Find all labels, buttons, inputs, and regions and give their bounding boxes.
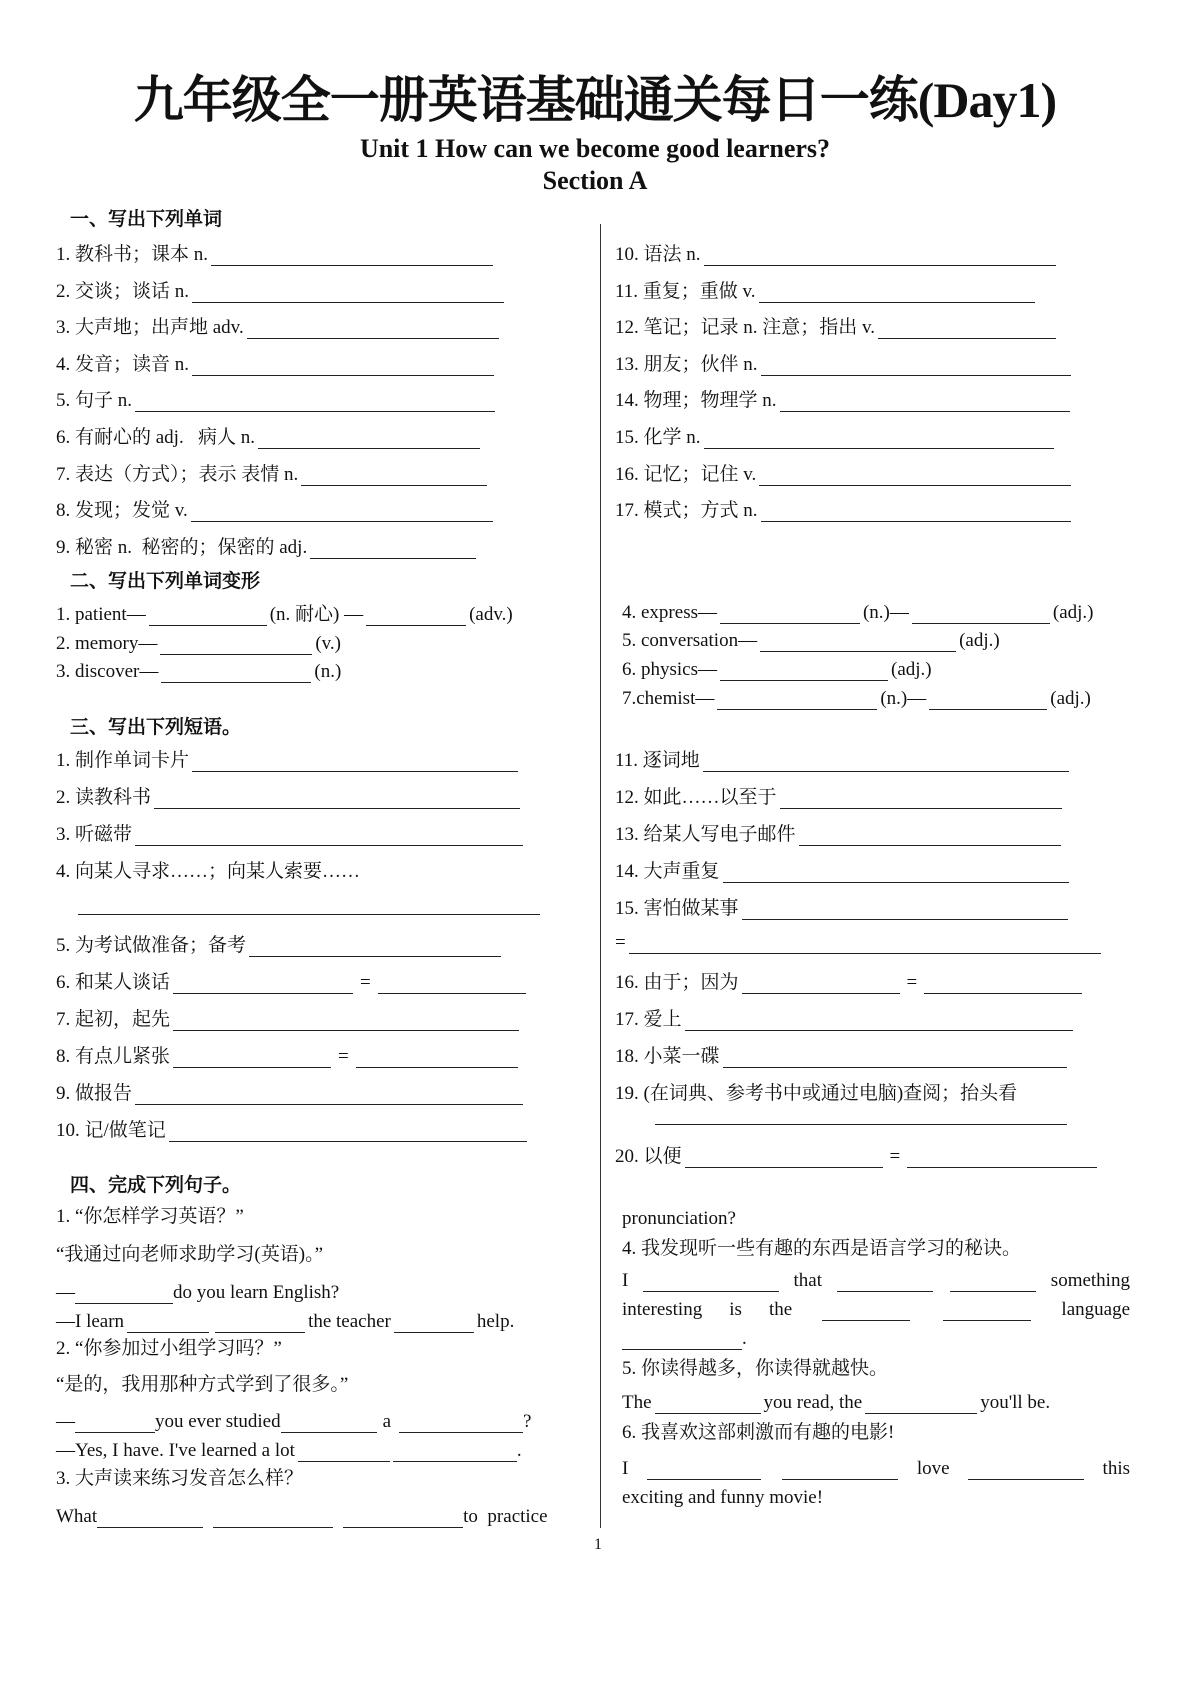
text: I <box>622 1270 629 1291</box>
answer-blank[interactable] <box>394 1310 474 1333</box>
answer-blank[interactable] <box>247 316 499 339</box>
text: —I learn <box>56 1311 125 1332</box>
part2-item-1 <box>56 598 513 626</box>
part3-item-4 <box>56 855 360 883</box>
text: this <box>1102 1458 1130 1479</box>
item-label: 16. 记忆；记住 v. <box>615 463 757 485</box>
text: . <box>742 1328 747 1349</box>
text: 5. 你读得越多，你读得就越快。 <box>622 1358 889 1379</box>
answer-blank[interactable] <box>301 463 487 486</box>
answer-blank[interactable] <box>310 536 476 559</box>
equals-sign: = <box>360 972 371 993</box>
item-label: 20. 以便 <box>615 1146 682 1167</box>
q5-chinese <box>622 1352 888 1380</box>
answer-blank[interactable] <box>759 463 1071 486</box>
part2-item-4 <box>622 596 1094 624</box>
title-chinese: 九年级全一册英语基础通关每日一练 <box>133 71 918 129</box>
part3-item-8 <box>56 1040 521 1068</box>
part3-item-16 <box>615 966 1085 994</box>
answer-blank[interactable] <box>78 914 540 915</box>
part3-item-9 <box>56 1077 526 1105</box>
item-label: 13. 朋友；伙伴 n. <box>615 353 758 375</box>
text: help. <box>476 1311 515 1332</box>
answer-blank[interactable] <box>720 658 888 681</box>
item-label: 12. 如此……以至于 <box>615 787 777 808</box>
part3-item-15 <box>615 892 1071 920</box>
text: love <box>916 1458 950 1479</box>
item-label: 8. 发现；发觉 v. <box>56 500 188 522</box>
text: The <box>622 1392 652 1413</box>
answer-blank[interactable] <box>723 860 1069 883</box>
answer-blank[interactable] <box>655 1124 1067 1125</box>
answer-blank[interactable] <box>717 687 877 710</box>
item-label: 5. 为考试做准备；备考 <box>56 935 247 956</box>
q1-chinese-answer <box>56 1238 323 1266</box>
text: you read, the <box>763 1392 863 1413</box>
answer-blank[interactable] <box>759 280 1035 303</box>
text: is <box>729 1299 742 1320</box>
answer-blank[interactable] <box>281 1410 377 1433</box>
text: the teacher <box>308 1311 391 1332</box>
q2-chinese-question <box>56 1332 282 1360</box>
text: you ever studied <box>155 1411 281 1432</box>
part1-item-3 <box>56 311 502 339</box>
answer-blank[interactable] <box>647 1457 761 1480</box>
item-label: 10. 语法 n. <box>615 244 701 265</box>
answer-blank[interactable] <box>780 786 1062 809</box>
hint: (v.) <box>315 633 341 654</box>
answer-blank[interactable] <box>298 1439 390 1462</box>
q4-line3 <box>622 1322 747 1350</box>
text: What <box>56 1506 98 1527</box>
hint: (adj.) <box>1052 602 1094 623</box>
q6-line1 <box>622 1452 1130 1480</box>
text: interesting <box>622 1299 703 1320</box>
part1-item-12 <box>615 311 1059 339</box>
answer-blank[interactable] <box>643 1269 779 1292</box>
answer-blank[interactable] <box>782 1457 898 1480</box>
q1-chinese-question <box>56 1200 244 1228</box>
item-label: 16. 由于；因为 <box>615 972 739 993</box>
answer-blank[interactable] <box>161 660 311 683</box>
part3-item-19 <box>615 1077 1017 1105</box>
part4-heading: 四、完成下列句子。 <box>70 1174 242 1196</box>
item-label: 7. 表达（方式）；表示 表情 n. <box>56 463 299 485</box>
unit-title: Unit 1 How can we become good learners? <box>359 134 831 163</box>
answer-blank[interactable] <box>761 353 1071 376</box>
answer-blank[interactable] <box>213 1505 333 1528</box>
item-label: = <box>615 932 626 953</box>
answer-blank[interactable] <box>366 603 466 626</box>
q3-line1 <box>56 1500 548 1528</box>
page-title <box>0 60 1190 132</box>
answer-blank[interactable] <box>173 1008 519 1031</box>
item-label: 1. 制作单词卡片 <box>56 750 190 771</box>
text: do you learn English? <box>173 1282 340 1303</box>
section-title: Section A <box>542 166 648 195</box>
answer-blank[interactable] <box>837 1269 933 1292</box>
answer-blank[interactable] <box>622 1327 742 1350</box>
answer-blank[interactable] <box>704 426 1054 449</box>
answer-blank[interactable] <box>399 1410 523 1433</box>
item-label: 15. 害怕做某事 <box>615 898 739 919</box>
q6-line2 <box>622 1481 823 1509</box>
answer-blank[interactable] <box>160 632 312 655</box>
item-label: 3. 大声地；出声地 adv. <box>56 317 244 339</box>
text: you'll be. <box>980 1392 1051 1413</box>
text: pronunciation? <box>622 1208 736 1229</box>
answer-blank[interactable] <box>215 1310 305 1333</box>
answer-blank[interactable] <box>723 1045 1067 1068</box>
item-label: 8. 有点儿紧张 <box>56 1046 171 1067</box>
column-divider <box>600 224 601 1528</box>
word: 4. express— <box>622 602 717 623</box>
q4-line2 <box>622 1293 1130 1321</box>
text: — <box>56 1282 75 1303</box>
answer-blank[interactable] <box>950 1269 1036 1292</box>
hint: (adj.) <box>959 630 1000 651</box>
answer-blank[interactable] <box>378 971 526 994</box>
part1-item-15 <box>615 421 1057 449</box>
answer-blank[interactable] <box>192 280 504 303</box>
answer-blank[interactable] <box>191 499 493 522</box>
answer-blank[interactable] <box>822 1298 910 1321</box>
item-label: 9. 做报告 <box>56 1083 133 1104</box>
text: ? <box>523 1411 532 1432</box>
part1-item-11 <box>615 275 1038 303</box>
answer-blank[interactable] <box>865 1391 977 1414</box>
q2-line1 <box>56 1405 531 1433</box>
text: the <box>769 1299 793 1320</box>
answer-blank[interactable] <box>135 1082 523 1105</box>
answer-blank[interactable] <box>742 897 1068 920</box>
part3-item-1 <box>56 744 521 772</box>
text: 3. 大声读来练习发音怎么样？ <box>56 1468 304 1489</box>
part3-item-5 <box>56 929 504 957</box>
text: language <box>1061 1299 1130 1320</box>
answer-blank[interactable] <box>685 1145 883 1168</box>
part1-item-1 <box>56 238 496 266</box>
part1-item-7 <box>56 458 490 486</box>
item-label: 10. 记/做笔记 <box>56 1120 166 1141</box>
answer-blank[interactable] <box>685 1008 1073 1031</box>
part2-item-7 <box>622 682 1091 710</box>
q5-line1 <box>622 1386 1050 1414</box>
text: a <box>382 1411 392 1432</box>
answer-blank[interactable] <box>780 389 1070 412</box>
answer-blank[interactable] <box>258 426 480 449</box>
q3-continuation <box>622 1202 736 1230</box>
answer-blank[interactable] <box>97 1505 203 1528</box>
answer-blank[interactable] <box>393 1439 517 1462</box>
hint: (n.)— <box>880 688 927 709</box>
item-label: 6. 和某人谈话 <box>56 972 171 993</box>
text: to practice <box>463 1506 548 1527</box>
q2-chinese-answer <box>56 1368 348 1396</box>
part2-item-6 <box>622 653 932 681</box>
title-day: (Day1) <box>917 72 1057 128</box>
part2-heading: 二、写出下列单词变形 <box>70 570 261 592</box>
part3-item-17 <box>615 1003 1076 1031</box>
q3-chinese <box>56 1462 303 1490</box>
answer-blank[interactable] <box>173 971 353 994</box>
q2-line2 <box>56 1434 522 1462</box>
answer-blank[interactable] <box>912 601 1050 624</box>
part1-item-14 <box>615 384 1073 412</box>
text: exciting and funny movie! <box>622 1487 824 1508</box>
hint: (adv.) <box>469 604 513 625</box>
answer-blank[interactable] <box>720 601 860 624</box>
part1-item-5 <box>56 384 498 412</box>
answer-blank[interactable] <box>943 1298 1031 1321</box>
answer-blank[interactable] <box>929 687 1047 710</box>
answer-blank[interactable] <box>192 353 494 376</box>
item-label: 7. 起初，起先 <box>56 1009 171 1030</box>
answer-blank[interactable] <box>760 629 956 652</box>
item-label: 13. 给某人写电子邮件 <box>615 824 796 845</box>
answer-blank[interactable] <box>154 786 520 809</box>
answer-blank[interactable] <box>75 1410 155 1433</box>
text: 2. “你参加过小组学习吗？” <box>56 1338 282 1359</box>
answer-blank[interactable] <box>169 1119 527 1142</box>
equals-sign: = <box>338 1046 349 1067</box>
answer-blank[interactable] <box>629 931 1101 954</box>
part1-item-2 <box>56 275 507 303</box>
part3-item-10 <box>56 1114 530 1142</box>
item-label: 4. 向某人寻求……；向某人索要…… <box>56 861 361 882</box>
item-label: 14. 大声重复 <box>615 861 720 882</box>
item-label: 6. 有耐心的 adj. 病人 n. <box>56 427 255 448</box>
text: “我通过向老师求助学习(英语)。” <box>56 1244 324 1265</box>
item-label: 9. 秘密 n. 秘密的；保密的 adj. <box>56 536 308 558</box>
answer-blank[interactable] <box>878 316 1056 339</box>
answer-blank[interactable] <box>703 749 1069 772</box>
item-label: 2. 交谈；谈话 n. <box>56 280 190 302</box>
q4-chinese <box>622 1232 1021 1260</box>
equals-sign: = <box>889 1146 901 1167</box>
answer-blank[interactable] <box>742 971 900 994</box>
q1-line1 <box>56 1276 339 1304</box>
item-label: 12. 笔记；记录 n. 注意；指出 v. <box>615 317 876 339</box>
equals-sign: = <box>906 972 918 993</box>
part3-item-18 <box>615 1040 1070 1068</box>
text: 4. 我发现听一些有趣的东西是语言学习的秘诀。 <box>622 1238 1022 1259</box>
item-label: 18. 小菜一碟 <box>615 1046 720 1067</box>
answer-blank[interactable] <box>149 603 267 626</box>
item-label: 17. 爱上 <box>615 1009 682 1030</box>
part3-heading: 三、写出下列短语。 <box>70 716 242 738</box>
answer-blank[interactable] <box>968 1457 1084 1480</box>
answer-blank[interactable] <box>211 243 493 266</box>
text: —Yes, I have. I've learned a lot <box>56 1440 295 1461</box>
answer-blank[interactable] <box>704 243 1056 266</box>
part3-item-6 <box>56 966 529 994</box>
answer-blank[interactable] <box>135 389 495 412</box>
item-label: 17. 模式；方式 n. <box>615 500 758 522</box>
word: 6. physics— <box>622 659 717 680</box>
hint: (n.) <box>314 661 342 682</box>
part2-item-5 <box>622 624 1000 652</box>
part1-item-16 <box>615 458 1074 486</box>
part3-item-3 <box>56 818 526 846</box>
word: 2. memory— <box>56 633 158 654</box>
part1-item-4 <box>56 348 497 376</box>
text: I <box>622 1458 629 1479</box>
part3-item-2 <box>56 781 523 809</box>
hint: (n. 耐心) — <box>269 604 364 625</box>
q6-chinese <box>622 1416 894 1444</box>
part1-item-8 <box>56 494 496 522</box>
answer-blank[interactable] <box>173 1045 331 1068</box>
answer-blank[interactable] <box>249 934 501 957</box>
part3-item-15-equals-line <box>615 926 1104 954</box>
item-label: 11. 逐词地 <box>615 750 700 771</box>
text: . <box>516 1440 522 1461</box>
part1-item-13 <box>615 348 1074 376</box>
text: 1. “你怎样学习英语？” <box>56 1206 244 1227</box>
word: 1. patient— <box>56 604 146 625</box>
answer-blank[interactable] <box>761 499 1071 522</box>
item-label: 5. 句子 n. <box>56 390 133 412</box>
part3-item-14 <box>615 855 1072 883</box>
part3-item-7 <box>56 1003 522 1031</box>
part2-item-3 <box>56 655 341 683</box>
part3-item-13 <box>615 818 1064 846</box>
part2-item-2 <box>56 627 341 655</box>
part1-item-10 <box>615 238 1059 266</box>
word: 3. discover— <box>56 661 159 682</box>
answer-blank[interactable] <box>135 823 523 846</box>
part3-item-12 <box>615 781 1065 809</box>
item-label: 14. 物理；物理学 n. <box>615 390 777 412</box>
answer-blank[interactable] <box>907 1145 1097 1168</box>
q1-line2 <box>56 1305 514 1333</box>
answer-blank[interactable] <box>655 1391 761 1414</box>
part3-item-20 <box>615 1140 1100 1168</box>
hint: (n.)— <box>862 602 909 623</box>
answer-blank[interactable] <box>75 1281 173 1304</box>
word: 7.chemist— <box>622 688 715 709</box>
text: 6. 我喜欢这部刺激而有趣的电影! <box>622 1422 895 1443</box>
text: “是的，我用那种方式学到了很多。” <box>56 1374 349 1395</box>
text: — <box>56 1411 75 1432</box>
item-label: 1. 教科书；课本 n. <box>56 244 209 265</box>
page-number: 1 <box>594 1536 602 1553</box>
part1-item-17 <box>615 494 1074 522</box>
answer-blank[interactable] <box>924 971 1082 994</box>
item-label: 19. (在词典、参考书中或通过电脑)查阅；抬头看 <box>615 1083 1018 1104</box>
text: that <box>793 1270 823 1291</box>
item-label: 2. 读教科书 <box>56 787 152 808</box>
part1-item-9 <box>56 531 479 559</box>
part3-item-11 <box>615 744 1072 772</box>
hint: (adj.) <box>891 659 932 680</box>
text: something <box>1050 1270 1130 1291</box>
answer-blank[interactable] <box>799 823 1061 846</box>
part1-item-6 <box>56 421 483 449</box>
answer-blank[interactable] <box>343 1505 463 1528</box>
part1-heading: 一、写出下列单词 <box>70 208 223 230</box>
answer-blank[interactable] <box>192 749 518 772</box>
item-label: 3. 听磁带 <box>56 824 133 845</box>
item-label: 4. 发音；读音 n. <box>56 353 190 375</box>
q4-line1 <box>622 1264 1130 1292</box>
item-label: 11. 重复；重做 v. <box>615 280 756 302</box>
answer-blank[interactable] <box>127 1310 209 1333</box>
hint: (adj.) <box>1050 688 1091 709</box>
item-label: 15. 化学 n. <box>615 427 701 448</box>
word: 5. conversation— <box>622 630 758 651</box>
answer-blank[interactable] <box>356 1045 518 1068</box>
